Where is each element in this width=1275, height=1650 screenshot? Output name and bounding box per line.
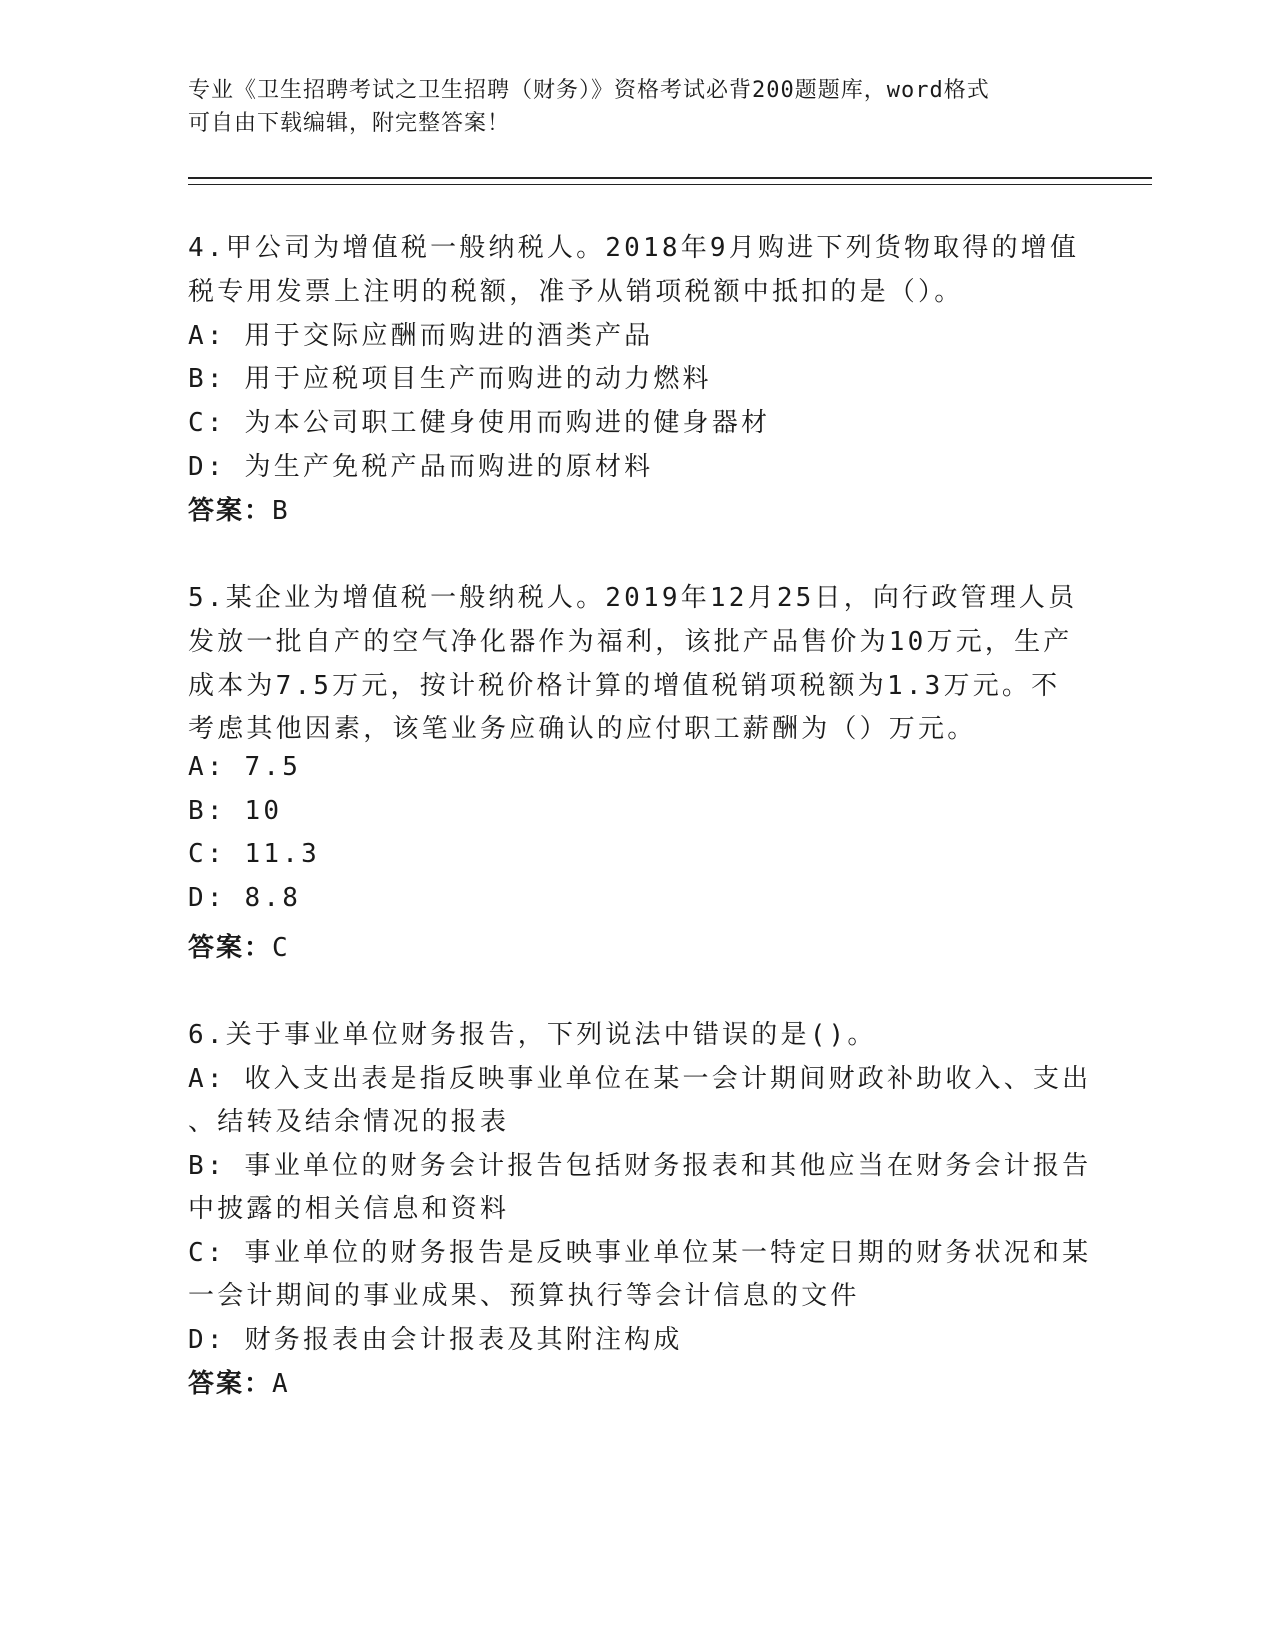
header-line-2: 可自由下载编辑，附完整答案！ [188, 111, 511, 136]
answer-label: 答案： [188, 496, 273, 526]
answer-value: A [272, 1369, 290, 1399]
question-6-option-b-line-2: 中披露的相关信息和资料 [188, 1194, 510, 1224]
question-6-option-d: D: 财务报表由会计报表及其附注构成 [188, 1325, 683, 1355]
question-6-option-c-line-2: 一会计期间的事业成果、预算执行等会计信息的文件 [188, 1281, 860, 1311]
question-5-option-d: D: 8.8 [188, 883, 302, 913]
question-5-stem-line-4: 考虑其他因素，该笔业务应确认的应付职工薪酬为（）万元。 [188, 714, 977, 744]
header-rule-thick [188, 177, 1152, 179]
question-5-stem-line-3: 成本为7.5万元，按计税价格计算的增值税销项税额为1.3万元。不 [188, 671, 1061, 701]
header-rule-thin [188, 184, 1152, 185]
question-6-answer [188, 1363, 290, 1400]
question-4-stem-line-1: 4.甲公司为增值税一般纳税人。2018年9月购进下列货物取得的增值 [188, 233, 1080, 263]
question-5-stem-line-2: 发放一批自产的空气净化器作为福利，该批产品售价为10万元，生产 [188, 627, 1073, 657]
question-4-option-c: C: 为本公司职工健身使用而购进的健身器材 [188, 408, 771, 438]
header-line-1: 专业《卫生招聘考试之卫生招聘（财务）》资格考试必背200题题库，word格式 [188, 78, 990, 103]
question-5-option-c: C: 11.3 [188, 839, 320, 869]
question-5-option-b: B: 10 [188, 796, 283, 826]
question-4-option-b: B: 用于应税项目生产而购进的动力燃料 [188, 364, 712, 394]
question-6-option-a-line-1: A: 收入支出表是指反映事业单位在某一会计期间财政补助收入、支出 [188, 1064, 1092, 1094]
question-4-stem-line-2: 税专用发票上注明的税额，准予从销项税额中抵扣的是（）。 [188, 277, 964, 307]
question-6-option-c-line-1: C: 事业单位的财务报告是反映事业单位某一特定日期的财务状况和某 [188, 1238, 1092, 1268]
answer-label: 答案： [188, 1369, 273, 1399]
question-4-option-a: A: 用于交际应酬而购进的酒类产品 [188, 321, 654, 351]
answer-value: B [272, 496, 290, 526]
question-6-stem-line-1: 6.关于事业单位财务报告，下列说法中错误的是()。 [188, 1020, 877, 1050]
question-6-option-a-line-2: 、结转及结余情况的报表 [188, 1107, 510, 1137]
answer-label: 答案： [188, 933, 273, 963]
question-5-answer [188, 927, 290, 964]
question-5-stem-line-1: 5.某企业为增值税一般纳税人。2019年12月25日，向行政管理人员 [188, 583, 1078, 613]
question-4-answer [188, 490, 290, 527]
question-5-option-a: A: 7.5 [188, 752, 302, 782]
document-header [188, 74, 1068, 140]
answer-value: C [272, 933, 290, 963]
question-4-option-d: D: 为生产免税产品而购进的原材料 [188, 452, 654, 482]
question-6-option-b-line-1: B: 事业单位的财务会计报告包括财务报表和其他应当在财务会计报告 [188, 1151, 1092, 1181]
